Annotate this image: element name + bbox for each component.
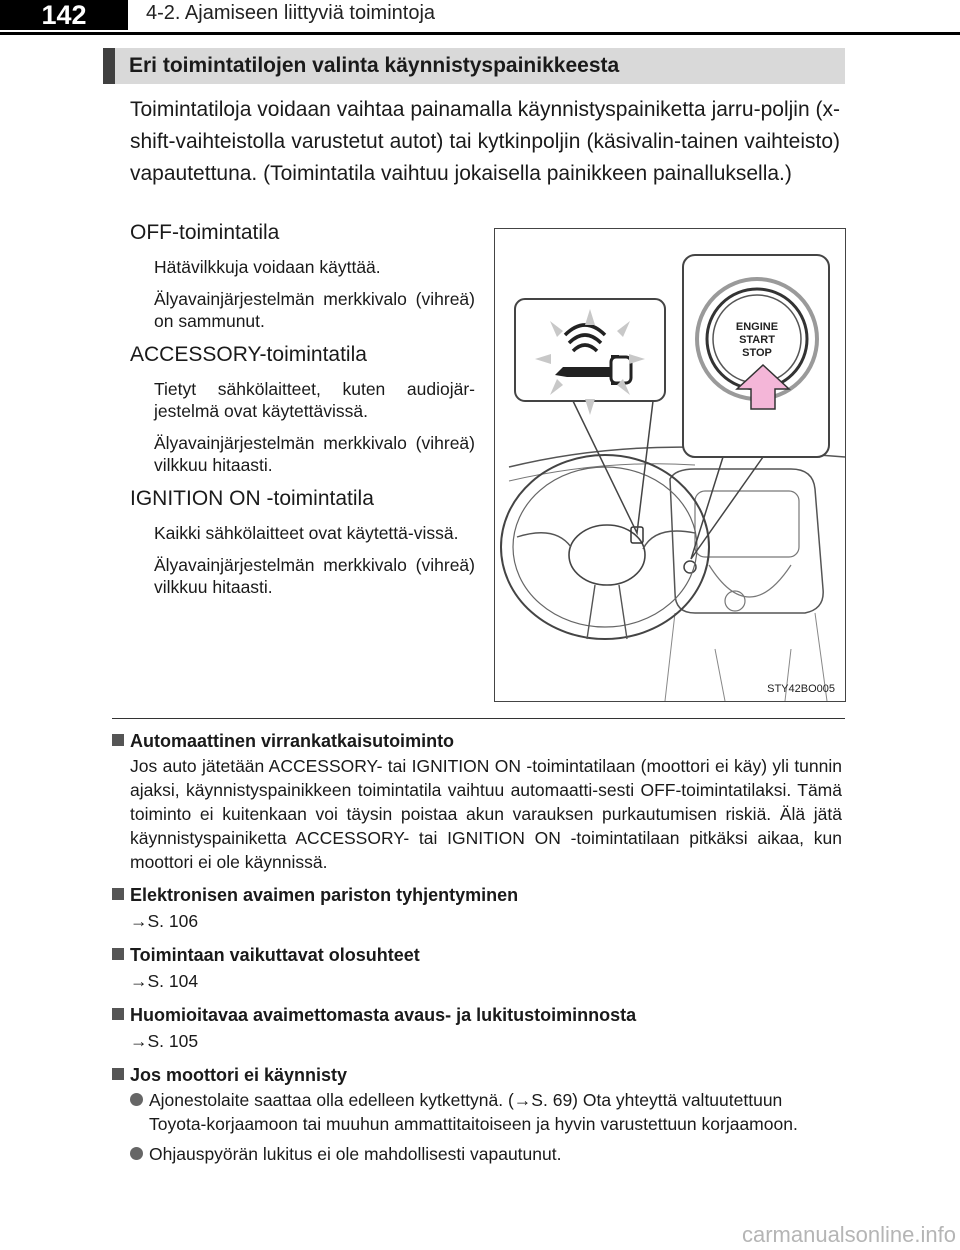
mode-title: IGNITION ON -toimintatila — [130, 487, 374, 510]
intro-paragraph: Toimintatiloja voidaan vaihtaa painamalla käynnistyspainiketta jarru-poljin (x-shift-vaihteistolla varustetut autot) tai kytkinpoljin (käsivalin-tainen vaihteisto) vapautettuna. (Toimintatila vaihtuu jokaisella painikkeen painalluksella.) — [130, 98, 840, 185]
note-conditions — [112, 942, 842, 994]
header-rule — [0, 32, 960, 35]
button-label-line: ENGINE — [735, 321, 779, 333]
mode-item: Älyavainjärjestelmän merkkivalo (vihreä) vilkkuu hitaasti. — [154, 433, 475, 475]
notes — [112, 728, 842, 1174]
section-title: Eri toimintatilojen valinta käynnistyspainikkeesta — [103, 48, 845, 84]
note-title: Toimintaan vaikuttavat olosuhteet — [130, 945, 420, 965]
page-header — [0, 0, 960, 36]
note-title: Jos moottori ei käynnisty — [130, 1065, 348, 1085]
mode-title: OFF-toimintatila — [130, 221, 280, 244]
note-title: Huomioitavaa avaimettomasta avaus- ja lukitustoiminnosta — [130, 1005, 637, 1025]
round-bullet-icon — [130, 1093, 143, 1106]
page-reference: →S. 106 — [130, 911, 199, 931]
mode-title: ACCESSORY-toimintatila — [130, 343, 367, 366]
page-number: 142 — [0, 0, 128, 30]
square-bullet-icon — [112, 948, 124, 960]
mode-item: Älyavainjärjestelmän merkkivalo (vihreä) vilkkuu hitaasti. — [154, 555, 475, 597]
square-bullet-icon — [112, 1008, 124, 1020]
note-key-battery — [112, 882, 842, 934]
section-divider — [112, 718, 845, 719]
round-bullet-icon — [130, 1147, 143, 1160]
square-bullet-icon — [112, 1068, 124, 1080]
square-bullet-icon — [112, 734, 124, 746]
figure-code: STY42BO005 — [767, 683, 835, 695]
note-auto-power-off — [112, 728, 842, 874]
note-engine-not-starting — [112, 1062, 842, 1166]
button-label-line: STOP — [742, 347, 772, 359]
chapter-title: 4-2. Ajamiseen liittyviä toimintoja — [146, 2, 436, 24]
list-item: Ohjauspyörän lukitus ei ole mahdollisesti vapautunut. — [130, 1142, 842, 1166]
dashboard-illustration — [495, 229, 845, 701]
mode-ignition-on — [130, 486, 475, 598]
mode-item: Hätävilkkuja voidaan käyttää. — [154, 257, 381, 277]
mode-item: Älyavainjärjestelmän merkkivalo (vihreä) on sammunut. — [154, 289, 475, 331]
steering-wheel-icon — [501, 455, 709, 639]
note-title: Elektronisen avaimen pariston tyhjentyminen — [130, 885, 519, 905]
mode-item: Kaikki sähkölaitteet ovat käytettä-vissä. — [154, 523, 459, 543]
mode-accessory — [130, 342, 475, 476]
mode-off — [130, 220, 475, 332]
button-label-line: START — [739, 334, 775, 346]
page-reference: →S. 105 — [130, 1031, 199, 1051]
note-title: Automaattinen virrankatkaisutoiminto — [130, 731, 455, 751]
watermark: carmanualsonline.info — [741, 1222, 956, 1247]
page-reference: →S. 104 — [130, 971, 199, 991]
square-bullet-icon — [112, 888, 124, 900]
mode-item: Tietyt sähkölaitteet, kuten audiojär-jestelmä ovat käytettävissä. — [154, 379, 475, 421]
note-body: Jos auto jätetään ACCESSORY- tai IGNITION ON -toimintatilaan (moottori ei käy) yli tunnin ajaksi, käynnistyspainikkeen toimintatila vaihtuu automaatti-sesti OFF-toimintatilaksi. Tämä toiminto ei kuitenkaan voi täysin poistaa akun varauksen purkautumisen riskiä. Älä jätä käynnistyspainiketta ACCESSORY- tai IGNITION ON -toimintatilaan pitkäksi aikaa, kun moottori ei ole käynnissä. — [130, 756, 842, 872]
note-keyless-entry — [112, 1002, 842, 1054]
mode-list — [130, 220, 475, 608]
list-item: Ajonestolaite saattaa olla edelleen kytkettynä. (→S. 69) Ota yhteyttä valtuutettuun Toyota-korjaamoon tai muuhun ammattitaitoiseen ja hyvin varustettuun korjaamoon. — [130, 1088, 842, 1136]
dashboard-figure — [494, 228, 846, 702]
